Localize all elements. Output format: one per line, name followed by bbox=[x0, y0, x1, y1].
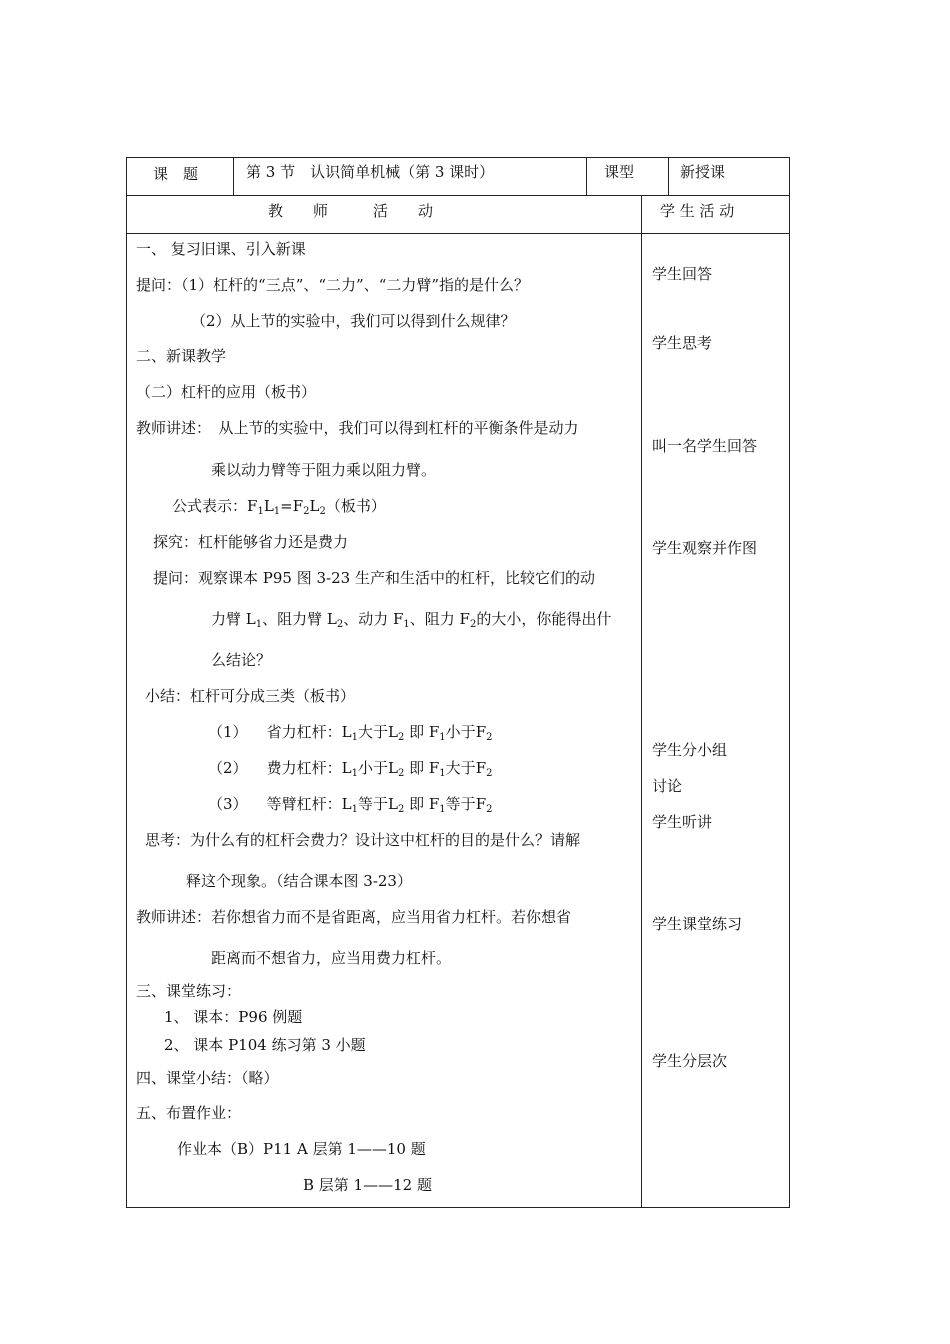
teacher-explain-2: 教师讲述：若你想省力而不是省距离，应当用省力杠杆。若你想省 bbox=[136, 908, 572, 926]
question-observe-end: 么结论？ bbox=[211, 651, 272, 669]
student-activity-9: 学生分层次 bbox=[652, 1052, 728, 1070]
student-activity-4: 学生观察并作图 bbox=[652, 539, 758, 557]
header-divider-1 bbox=[233, 157, 234, 195]
text-fragment: 、动力 F bbox=[343, 610, 404, 628]
practice-item-1: 1、 课本：P96 例题 bbox=[164, 1008, 303, 1026]
teacher-explain-2-cont: 距离而不想省力，应当用费力杠杆。 bbox=[211, 949, 452, 967]
student-activity-8: 学生课堂练习 bbox=[652, 915, 743, 933]
topic-value: 第 3 节 认识简单机械（第 3 课时） bbox=[246, 163, 495, 181]
class-number: （3） bbox=[208, 795, 248, 813]
teacher-explain-1-cont: 乘以动力臂等于阻力乘以阻力臂。 bbox=[211, 461, 437, 479]
student-activity-6: 讨论 bbox=[652, 777, 683, 795]
think-line-cont: 释这个现象。（结合课本图 3-23） bbox=[186, 872, 412, 890]
student-activity-1: 学生回答 bbox=[652, 265, 713, 283]
class-name: 省力杠杆： bbox=[266, 723, 342, 741]
class-name: 等臂杠杆： bbox=[266, 795, 342, 813]
class-relation: 小于 bbox=[445, 723, 476, 741]
student-activity-2: 学生思考 bbox=[652, 334, 713, 352]
lever-class-1: （1） 省力杠杆：$L_1$大于$L_2$ 即 $F_1$小于$F_2$ bbox=[208, 723, 493, 743]
class-relation: 等于 bbox=[445, 795, 476, 813]
text-fragment: 、阻力臂 L bbox=[262, 610, 337, 628]
section-practice: 三、课堂练习： bbox=[136, 982, 242, 1000]
class-relation: 大于 bbox=[357, 723, 388, 741]
text-fragment: 力臂 L bbox=[211, 610, 256, 628]
column-divider bbox=[641, 195, 642, 1208]
student-column-header: 学 生 活 动 bbox=[660, 202, 735, 220]
summary-line: 小结：杠杆可分成三类（板书） bbox=[145, 687, 356, 705]
class-relation: 小于 bbox=[357, 759, 388, 777]
section-new-lesson: 二、新课教学 bbox=[136, 347, 227, 365]
student-activity-5: 学生分小组 bbox=[652, 741, 728, 759]
practice-item-2: 2、 课本 P104 练习第 3 小题 bbox=[164, 1036, 366, 1054]
type-label: 课型 bbox=[604, 163, 635, 181]
homework-a: 作业本（B）P11 A 层第 1——10 题 bbox=[177, 1140, 426, 1158]
homework-b: B 层第 1——12 题 bbox=[303, 1176, 432, 1194]
header-divider-3 bbox=[668, 157, 669, 195]
question-observe: 提问：观察课本 P95 图 3-23 生产和生活中的杠杆，比较它们的动 bbox=[153, 569, 595, 587]
student-activity-7: 学生听讲 bbox=[652, 813, 713, 831]
type-value: 新授课 bbox=[680, 163, 726, 181]
section-review: 一、 复习旧课、引入新课 bbox=[136, 240, 306, 258]
formula-suffix: （板书） bbox=[325, 497, 386, 515]
question-1: 提问：（1）杠杆的“三点”、“二力”、“二力臂”指的是什么？ bbox=[136, 276, 530, 294]
topic-label: 课 题 bbox=[153, 165, 199, 183]
formula-line bbox=[172, 497, 386, 518]
class-number: （2） bbox=[208, 759, 248, 777]
student-activity-3: 叫一名学生回答 bbox=[652, 437, 758, 455]
lever-class-3: （3） 等臂杠杆：$L_1$等于$L_2$ 即 $F_1$等于$F_2$ bbox=[208, 795, 493, 815]
header-divider-2 bbox=[586, 157, 587, 195]
teacher-column-header: 教 师 活 动 bbox=[268, 202, 434, 220]
teacher-explain-1: 教师讲述： 从上节的实验中，我们可以得到杠杆的平衡条件是动力 bbox=[136, 419, 579, 437]
class-relation: 大于 bbox=[445, 759, 476, 777]
class-number: （1） bbox=[208, 723, 248, 741]
class-name: 费力杠杆： bbox=[266, 759, 342, 777]
class-relation: 等于 bbox=[357, 795, 388, 813]
question-observe-cont: 力臂 $L_1$、阻力臂 $L_2$、动力 $F_1$、阻力 $F_2$的大小，你能得出什 bbox=[211, 610, 612, 630]
text-fragment: 、阻力 F bbox=[409, 610, 470, 628]
think-line: 思考：为什么有的杠杆会费力？设计这中杠杆的目的是什么？请解 bbox=[145, 831, 581, 849]
formula: $F_1L_1=F_2L_2$ bbox=[247, 497, 326, 517]
question-2: （2）从上节的实验中，我们可以得到什么规律？ bbox=[191, 312, 516, 330]
lever-class-2: （2） 费力杠杆：$L_1$小于$L_2$ 即 $F_1$大于$F_2$ bbox=[208, 759, 493, 779]
subsection-lever-application: （二）杠杆的应用（板书） bbox=[136, 383, 317, 401]
header-row-divider bbox=[126, 195, 790, 196]
section-homework: 五、布置作业： bbox=[136, 1104, 242, 1122]
formula-prefix: 公式表示： bbox=[172, 497, 248, 515]
column-header-divider bbox=[126, 233, 790, 234]
text-fragment: 的大小，你能得出什 bbox=[476, 610, 612, 628]
explore-line: 探究：杠杆能够省力还是费力 bbox=[153, 533, 349, 551]
section-summary: 四、课堂小结：（略） bbox=[136, 1069, 279, 1087]
